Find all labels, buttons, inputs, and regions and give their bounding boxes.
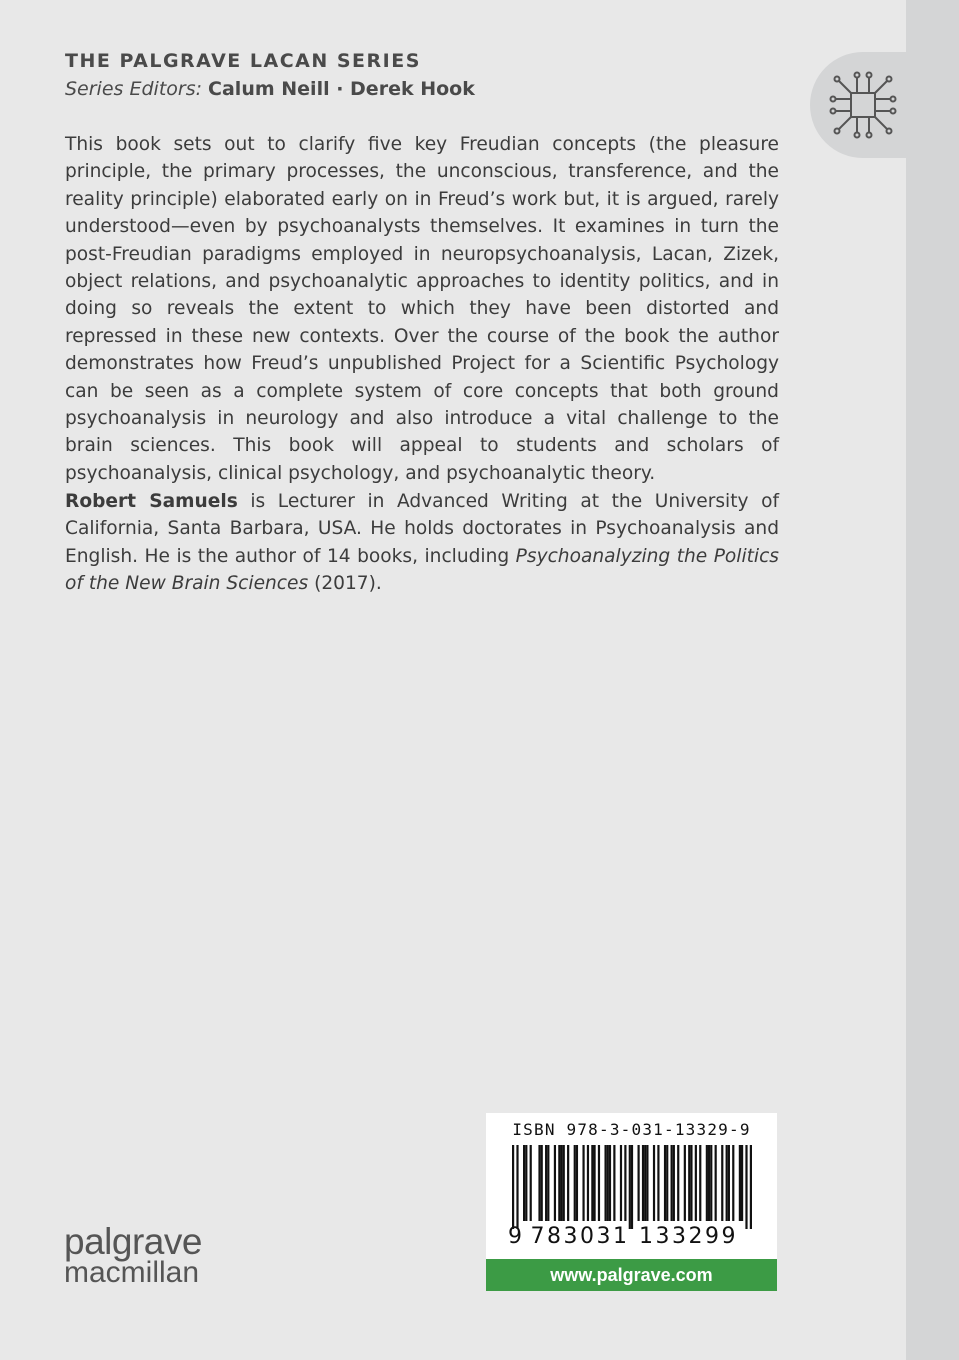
isbn-label: ISBN 978-3-031-13329-9 [512, 1120, 751, 1139]
barcode-bar [554, 1145, 556, 1221]
barcode-bar [613, 1145, 615, 1221]
barcode-bar [629, 1145, 631, 1229]
publisher-line2: macmillan [64, 1256, 200, 1289]
barcode-bar [677, 1145, 679, 1221]
barcode-bar [684, 1145, 686, 1221]
barcode-digits-left: 783031 [530, 1224, 630, 1249]
bio-text-before: is Lecturer in Advanced Writing at the University of California, Santa Barbara, USA. He holds doctorates in Psychoanalysis and English. He is the author of 14 books, including [65, 491, 779, 567]
author-name: Robert Samuels [65, 491, 238, 512]
barcode-bar [545, 1145, 547, 1221]
barcode-bar [644, 1145, 646, 1221]
barcode-bar [530, 1145, 532, 1221]
barcode-bar [657, 1145, 659, 1221]
barcode-bar [587, 1145, 589, 1221]
barcode-bar [673, 1145, 675, 1221]
barcode-bar [541, 1145, 543, 1221]
barcode-bar [646, 1145, 648, 1221]
series-editors-label: Series Editors: [65, 78, 202, 100]
barcode-bar [653, 1145, 655, 1221]
barcode-bar [567, 1145, 569, 1221]
barcode-bar [732, 1145, 734, 1221]
series-editors-names: Calum Neill · Derek Hook [208, 78, 475, 100]
barcode-bar [598, 1145, 600, 1221]
barcode-bar [574, 1145, 576, 1221]
barcode-digits [508, 1224, 758, 1249]
barcode-bar [728, 1145, 730, 1221]
barcode-bar [695, 1145, 697, 1221]
logo-tab [810, 52, 906, 158]
barcode-bar [750, 1145, 752, 1229]
barcode-bar [582, 1145, 584, 1221]
barcode-bar [624, 1145, 626, 1221]
barcode-bar [664, 1145, 666, 1221]
barcode-bar [631, 1145, 633, 1229]
barcode-bar [525, 1145, 527, 1221]
barcode-bar [708, 1145, 710, 1221]
barcode-bar [620, 1145, 622, 1221]
publisher-line1: palgrave [64, 1221, 202, 1262]
barcode-bar [593, 1145, 595, 1221]
barcode-bar [666, 1145, 668, 1221]
book-blurb: This book sets out to clarify five key Freudian concepts (the pleasure principle, the primary processes, the unconscious, transference, and the reality principle) elaborated early on in Freud’s work but, it is argued, rarely understood—even by psychoanalysts themselves. It examines in turn the post-Freudian paradigms employed in neuropsychoanalysis, Lacan, Zizek, object relations, and psychoanalytic approaches to identity politics, and in doing so reveals the extent to which they have been distorted and repressed in these new contexts. Over the course of the book the author demonstrates how Freud’s unpublished Project for a Scientific Psychology can be seen as a complete system of core concepts that both ground psychoanalysis in neurology and also introduce a vital challenge to the brain sciences. This book will appeal to students and scholars of psychoanalysis, clinical psychology, and psychoanalytic theory. [65, 134, 779, 484]
barcode-bar [604, 1145, 606, 1221]
barcode-bar [538, 1145, 540, 1221]
author-bio [65, 488, 779, 598]
bio-text-after: (2017). [308, 573, 382, 595]
barcode-bar [576, 1145, 578, 1221]
barcode-bar [547, 1145, 549, 1221]
isbn-barcode [486, 1113, 777, 1259]
barcode-bar [523, 1145, 525, 1221]
barcode-bar [699, 1145, 701, 1221]
barcode-bar [710, 1145, 712, 1221]
barcode-bar [512, 1145, 514, 1229]
barcode-bar [688, 1145, 690, 1221]
barcode-digits-right: 133299 [638, 1224, 738, 1249]
publisher-logo [64, 1221, 202, 1289]
bio-book-title: Psychoanalyzing the Politics of the New Brain Sciences [65, 545, 779, 595]
barcode-bar [607, 1145, 609, 1221]
barcode-bar [563, 1145, 565, 1221]
barcode-bar [609, 1145, 611, 1221]
series-title: THE PALGRAVE LACAN SERIES [65, 50, 421, 72]
barcode-bar [642, 1145, 644, 1221]
barcode-bar [516, 1145, 518, 1229]
series-editors [65, 78, 475, 100]
barcode-bar [739, 1145, 741, 1221]
barcode-bar [558, 1145, 560, 1221]
barcode-bars [512, 1145, 752, 1229]
barcode-bar [638, 1145, 640, 1221]
barcode-bar [560, 1145, 562, 1221]
barcode-bar [591, 1145, 593, 1221]
website-link[interactable]: www.palgrave.com [486, 1259, 777, 1291]
barcode-bar [706, 1145, 708, 1221]
barcode-bar [721, 1145, 723, 1221]
spine-strip [906, 0, 959, 1360]
barcode-bar [745, 1145, 747, 1229]
barcode-bar [726, 1145, 728, 1221]
barcode-bar [715, 1145, 717, 1221]
barcode-bar [741, 1145, 743, 1221]
barcode-bar [671, 1145, 673, 1221]
barcode-bar [690, 1145, 692, 1221]
palgrave-circuit-logo-icon [824, 66, 902, 144]
barcode-digit-lead: 9 [508, 1224, 525, 1249]
